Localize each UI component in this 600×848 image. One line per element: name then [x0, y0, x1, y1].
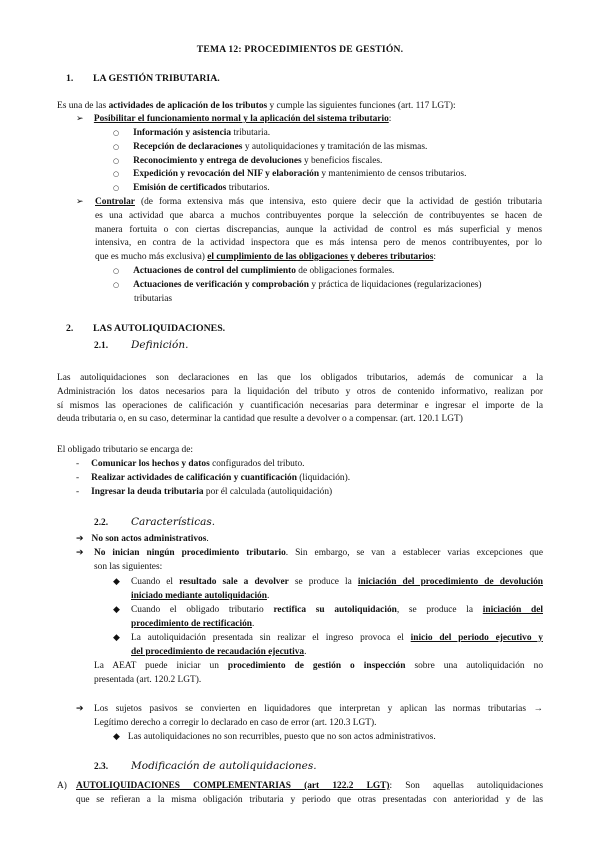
paragraph-line: Administración los datos necesarios para la liquidación del tributo y otros de contenido informativo, realizan por: [57, 386, 543, 397]
exception-3-underline-cont: del procedimiento de recaudación ejecutiva: [131, 646, 305, 657]
paragraph-line: deuda tributaria o, en su caso, determinar la cantidad que resulte a devolver o a compensar. (art. 120.1 LGT): [57, 414, 463, 425]
circle-bullet-icon: ○: [113, 156, 120, 165]
item-rest: configurados del tributo.: [209, 459, 305, 469]
exception-1-underline-cont: iniciado mediante autoliquidación: [131, 590, 267, 601]
line-text: sobre una autoliquidación no: [405, 661, 544, 671]
item-bold: Ingresar la deuda tributaria: [91, 486, 204, 497]
underlined-phrase: el cumplimiento de las obligaciones y deberes tributarios: [207, 252, 434, 263]
exception-2-underline-cont: procedimiento de rectificación: [131, 618, 252, 629]
circle-bullet-icon: ○: [113, 280, 120, 289]
function-2-list: [113, 265, 543, 306]
item-a-heading: AUTOLIQUIDACIONES COMPLEMENTARIAS (art 122.2 LGT): [76, 781, 390, 791]
paragraph-line: [131, 604, 543, 618]
section-1-number: 1.: [66, 73, 74, 84]
circle-bullet-icon: ○: [113, 267, 120, 275]
subsection-2-2-title: Características.: [131, 516, 216, 528]
characteristic-2-bullet: [76, 547, 84, 561]
paragraph-line: [76, 780, 543, 794]
section-2-heading: LAS AUTOLIQUIDACIONES.: [93, 323, 226, 334]
line-text: . Sin embargo, se van a establecer varias excepciones que: [285, 548, 543, 558]
circle-bullet-icon: ○: [113, 170, 120, 179]
characteristic-1-bold: No son actos administrativos: [91, 534, 207, 544]
item-bold: Actuaciones de verificación y comprobación: [133, 279, 309, 290]
arrowhead-bullet-icon: ➢: [76, 197, 84, 207]
line-text: Cuando el obligado tributario: [131, 605, 274, 615]
paragraph-line: [131, 576, 543, 590]
item-rest: de obligaciones formales.: [295, 266, 395, 276]
item-a-label: A): [57, 781, 67, 791]
period: .: [206, 534, 209, 544]
subsection-2-3-title: Modificación de autoliquidaciones.: [131, 760, 317, 772]
paragraph-line: que se refieran a la misma obligación tributaria y periodo que otras presentadas con anterioridad y de las: [76, 794, 543, 805]
paragraph-line: [131, 646, 543, 660]
function-1-label: Posibilitar el funcionamiento normal y la aplicación del sistema tributario: [93, 114, 389, 124]
list-item: [113, 265, 543, 279]
item-rest: (liquidación).: [296, 472, 351, 483]
exception-2-bold: rectifica su autoliquidación: [273, 605, 397, 615]
arrowhead-bullet-icon: ➢: [76, 114, 84, 124]
colon: :: [433, 252, 436, 263]
function-1-list: [113, 127, 466, 196]
line-text: que es mucho más exclusiva): [95, 252, 208, 263]
exception-2: [131, 604, 543, 632]
item-bold: Recepción de declaraciones: [133, 141, 243, 152]
subsection-2-3-number: 2.3.: [94, 762, 109, 772]
exception-3: [131, 632, 543, 660]
item-bold: Reconocimiento y entrega de devoluciones: [133, 155, 302, 166]
paragraph-line: es una actividad que abarca a muchos contribuyentes porque la selección de contribuyentes se hacen de: [95, 210, 542, 221]
definition-paragraph: [57, 372, 543, 427]
circle-bullet-icon: ○: [113, 129, 120, 137]
arrow-right-icon: ➔: [76, 534, 84, 544]
paragraph-line: [95, 196, 542, 210]
exception-1: [131, 576, 543, 604]
sujetos-paragraph: [94, 703, 543, 731]
subsection-2-1-number: 2.1.: [94, 341, 109, 351]
page-title: TEMA 12: PROCEDIMIENTOS DE GESTIÓN.: [196, 44, 404, 55]
diamond-bullet-icon: ◆: [113, 732, 120, 742]
arrow-right-icon: ➔: [76, 704, 84, 714]
period: .: [266, 590, 270, 601]
paragraph-line: [131, 632, 543, 646]
aeat-paragraph: [94, 660, 543, 688]
characteristic-1: [76, 533, 209, 547]
list-item: [113, 141, 466, 155]
item-rest: y autoliquidaciones y tramitación de las mismas.: [242, 141, 428, 152]
function-1: [76, 113, 391, 127]
period: .: [304, 646, 307, 657]
item-bold: Comunicar los hechos y datos: [91, 459, 210, 469]
list-item: [76, 458, 350, 472]
diamond-bullet-icon: ◆: [113, 577, 120, 587]
function-2-label: Controlar: [95, 197, 135, 207]
sujetos-subitem: [113, 731, 436, 745]
intro-text-end: y cumple las siguientes funciones (art. 117 LGT):: [267, 101, 456, 111]
exception-3-underline: inicio del periodo ejecutivo y: [410, 633, 543, 643]
intro-text: Es una de las: [57, 101, 109, 111]
paragraph-line: Legítimo derecho a corregir lo declarado en caso de error (art. 120.3 LGT).: [94, 717, 377, 728]
dash-bullet-icon: -: [76, 486, 80, 497]
circle-bullet-icon: ○: [113, 184, 120, 193]
paragraph-line: intensiva, en contra de la actividad inspectora que es más intensa pero de menos contribuyentes, por lo: [95, 238, 542, 249]
item-bold: Realizar actividades de calificación y cuantificación: [91, 472, 297, 483]
item-rest: tributaria.: [231, 128, 271, 138]
function-2-bullet: [76, 196, 84, 210]
intro-bold: actividades de aplicación de los tributos: [108, 101, 268, 111]
paragraph-line: manera fortuita o con ciertas discrepancias, aunque la actividad de control es más superficial y menos: [95, 224, 542, 235]
list-item: [113, 127, 466, 141]
exception-1-underline: iniciación del procedimiento de devolución: [357, 577, 543, 587]
list-item: [76, 472, 350, 486]
paragraph-line: [94, 547, 543, 561]
item-rest: tributarios.: [226, 183, 270, 194]
characteristic-2: [94, 547, 543, 575]
line-text: : Son aquellas autoliquidaciones: [389, 781, 544, 791]
line-text: (de forma extensiva más que intensiva, esto quiere decir que la actividad de gestión tributaria: [134, 197, 542, 207]
obligado-intro: El obligado tributario se encarga de:: [57, 445, 193, 455]
paragraph-line: Los sujetos pasivos se convierten en liquidadores que interpretan y aplican las normas tributarias →: [94, 704, 543, 714]
subitem-text: Las autoliquidaciones no son recurribles, puesto que no son actos administrativos.: [127, 732, 436, 742]
dash-bullet-icon: -: [76, 472, 80, 483]
paragraph-line: sí mismos las operaciones de calificación y cuantificación necesarias para determinar e ingresar el importe de la: [57, 400, 543, 411]
aeat-bold: procedimiento de gestión o inspección: [227, 661, 406, 671]
item-rest: por él calculada (autoliquidación): [203, 486, 333, 497]
characteristic-2-bold: No inician ningún procedimiento tributario: [94, 548, 286, 558]
section-2-number: 2.: [66, 323, 74, 334]
line-text: La autoliquidación presentada sin realizar el ingreso provoca el: [131, 633, 411, 643]
line-text: Cuando el: [131, 577, 180, 587]
list-item: [113, 155, 466, 169]
list-item: [113, 182, 466, 196]
item-a-paragraph: [76, 780, 543, 808]
paragraph-line: [131, 618, 543, 632]
list-item-continuation: tributarias: [134, 293, 173, 304]
paragraph-line: [94, 660, 543, 674]
paragraph-line: presentada (art. 120.2 LGT).: [94, 674, 202, 685]
diamond-bullet-icon: ◆: [113, 605, 120, 615]
list-item: [113, 279, 543, 293]
item-rest: y beneficios fiscales.: [301, 155, 383, 166]
arrow-right-icon: ➔: [76, 548, 84, 558]
item-bold: Emisión de certificados: [133, 183, 227, 194]
function-2-paragraph: [95, 196, 542, 265]
sujetos-bullet: [76, 703, 84, 717]
list-item: [76, 486, 350, 500]
paragraph-line: [131, 590, 543, 604]
line-text: , se produce la: [396, 605, 483, 615]
circle-bullet-icon: ○: [113, 142, 120, 151]
item-rest: y mantenimiento de censos tributarios.: [319, 169, 467, 180]
exception-2-underline: iniciación del: [482, 605, 543, 615]
period: .: [251, 618, 255, 629]
line-text: La AEAT puede iniciar un: [94, 661, 228, 671]
colon: :: [388, 114, 392, 124]
item-bold: Información y asistencia: [133, 128, 232, 138]
obligado-list: [76, 458, 350, 499]
paragraph-line: Las autoliquidaciones son declaraciones en las que los obligados tributarios, además de comunicar a la: [57, 373, 543, 383]
section-1-intro: [57, 100, 456, 114]
dash-bullet-icon: -: [76, 459, 80, 469]
subsection-2-2-number: 2.2.: [94, 518, 109, 528]
item-bold: Expedición y revocación del NIF y elaboración: [133, 169, 320, 180]
line-text: se produce la: [288, 577, 358, 587]
section-1-heading: LA GESTIÓN TRIBUTARIA.: [93, 73, 220, 84]
item-bold: Actuaciones de control del cumplimiento: [133, 266, 296, 276]
item-rest: y práctica de liquidaciones (regularizaciones): [308, 279, 482, 290]
exception-1-bold: resultado sale a devolver: [179, 577, 289, 587]
paragraph-line: [95, 251, 542, 265]
subsection-2-1-title: Definición.: [131, 339, 189, 351]
diamond-bullet-icon: ◆: [113, 633, 120, 643]
list-item: [113, 168, 466, 182]
paragraph-line: son las siguientes:: [94, 561, 163, 572]
